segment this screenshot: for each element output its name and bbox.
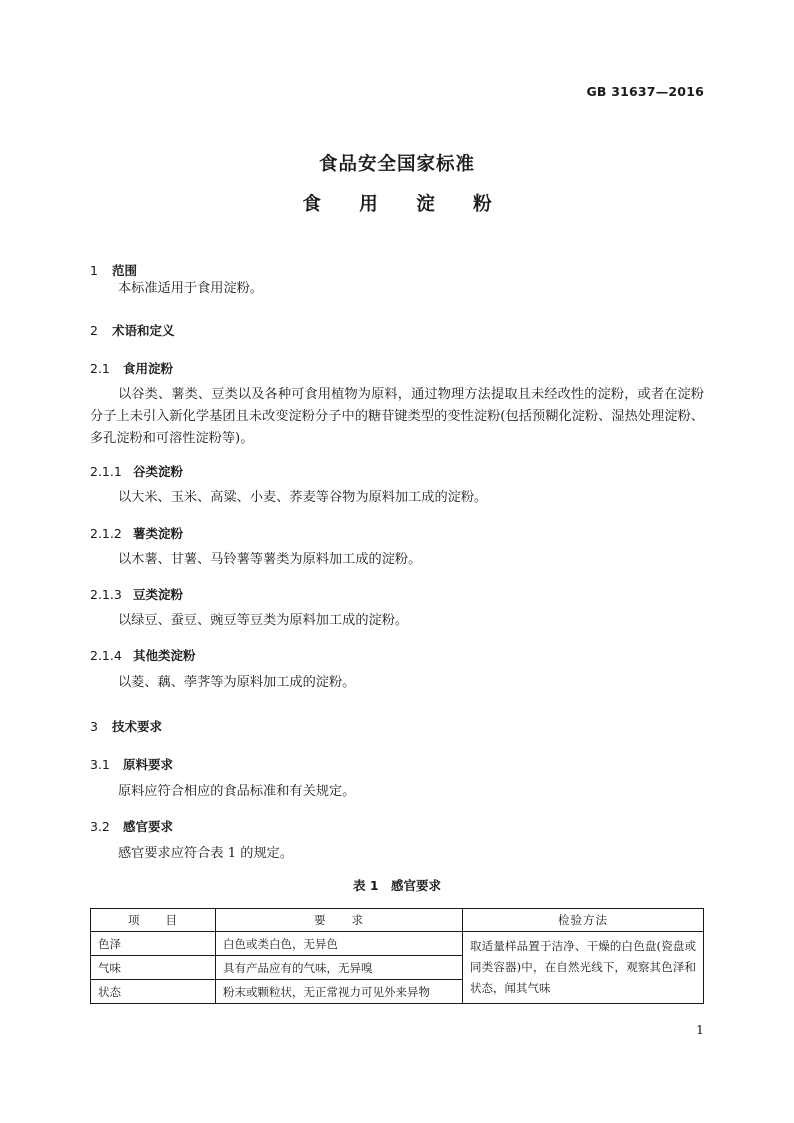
column-header-item: 项 目 bbox=[91, 909, 216, 932]
section-number: 1 bbox=[90, 263, 98, 278]
section-title: 食用淀粉 bbox=[123, 361, 174, 376]
section-title: 范围 bbox=[112, 263, 138, 278]
column-header-requirement: 要 求 bbox=[216, 909, 463, 932]
section-2-1-3-text: 以绿豆、蚕豆、豌豆等豆类为原料加工成的淀粉。 bbox=[118, 613, 409, 628]
section-2-1-1-heading bbox=[90, 462, 183, 480]
section-title: 谷类淀粉 bbox=[133, 464, 184, 479]
cell-item: 气味 bbox=[91, 956, 216, 980]
section-number: 3 bbox=[90, 719, 98, 734]
section-title: 其他类淀粉 bbox=[133, 648, 196, 663]
section-number: 2.1.2 bbox=[90, 526, 122, 541]
section-2-1-1-text: 以大米、玉米、高粱、小麦、荞麦等谷物为原料加工成的淀粉。 bbox=[118, 490, 488, 505]
section-title: 原料要求 bbox=[123, 757, 174, 772]
cell-requirement: 粉末或颗粒状，无正常视力可见外来异物 bbox=[216, 980, 463, 1004]
document-title: 食品安全国家标准 bbox=[318, 154, 475, 175]
cell-requirement: 白色或类白色，无异色 bbox=[216, 932, 463, 956]
section-title: 技术要求 bbox=[112, 719, 163, 734]
table-header-row bbox=[91, 909, 704, 932]
section-3-1-heading bbox=[90, 755, 173, 773]
section-2-1-3-heading bbox=[90, 585, 183, 603]
section-2-1-text: 以谷类、薯类、豆类以及各种可食用植物为原料，通过物理方法提取且未经改性的淀粉，或者在淀粉分子上未引入新化学基团且未改变淀粉分子中的糖苷键类型的变性淀粉(包括预糊化淀粉、湿热处理淀粉、多孔淀粉和可溶性淀粉等)。 bbox=[90, 387, 704, 446]
section-2-1-2-heading bbox=[90, 524, 183, 542]
section-1-text: 本标准适用于食用淀粉。 bbox=[118, 281, 264, 296]
section-number: 2 bbox=[90, 323, 98, 338]
cell-method: 取适量样品置于洁净、干燥的白色盘(瓷盘或同类容器)中，在自然光线下，观察其色泽和状态，闻其气味 bbox=[463, 932, 704, 1004]
table-caption: 表 1 感官要求 bbox=[352, 878, 442, 893]
section-2-1-heading bbox=[90, 359, 173, 377]
column-header-method: 检验方法 bbox=[463, 909, 704, 932]
section-1-heading bbox=[90, 261, 137, 279]
section-2-1-4-text: 以菱、藕、荸荠等为原料加工成的淀粉。 bbox=[118, 675, 356, 690]
document-subtitle: 食 用 淀 粉 bbox=[302, 194, 508, 215]
sensory-requirements-table bbox=[90, 908, 704, 1004]
section-2-1-2-text: 以木薯、甘薯、马铃薯等薯类为原料加工成的淀粉。 bbox=[118, 552, 422, 567]
cell-item: 状态 bbox=[91, 980, 216, 1004]
section-2-heading bbox=[90, 321, 175, 339]
section-number: 2.1.4 bbox=[90, 648, 122, 663]
section-2-1-4-heading bbox=[90, 646, 196, 664]
section-number: 2.1 bbox=[90, 361, 110, 376]
section-3-2-heading bbox=[90, 817, 173, 835]
section-title: 术语和定义 bbox=[112, 323, 175, 338]
section-3-heading bbox=[90, 717, 162, 735]
page-number: 1 bbox=[696, 1022, 704, 1037]
section-number: 2.1.1 bbox=[90, 464, 122, 479]
table-row bbox=[91, 932, 704, 956]
section-3-2-text: 感官要求应符合表 1 的规定。 bbox=[118, 846, 294, 861]
cell-item: 色泽 bbox=[91, 932, 216, 956]
section-number: 3.1 bbox=[90, 757, 110, 772]
section-title: 感官要求 bbox=[123, 819, 174, 834]
cell-requirement: 具有产品应有的气味，无异嗅 bbox=[216, 956, 463, 980]
section-number: 2.1.3 bbox=[90, 587, 122, 602]
section-3-1-text: 原料应符合相应的食品标准和有关规定。 bbox=[118, 784, 356, 799]
section-number: 3.2 bbox=[90, 819, 110, 834]
standard-number: GB 31637—2016 bbox=[586, 84, 704, 99]
section-title: 豆类淀粉 bbox=[133, 587, 184, 602]
section-title: 薯类淀粉 bbox=[133, 526, 184, 541]
